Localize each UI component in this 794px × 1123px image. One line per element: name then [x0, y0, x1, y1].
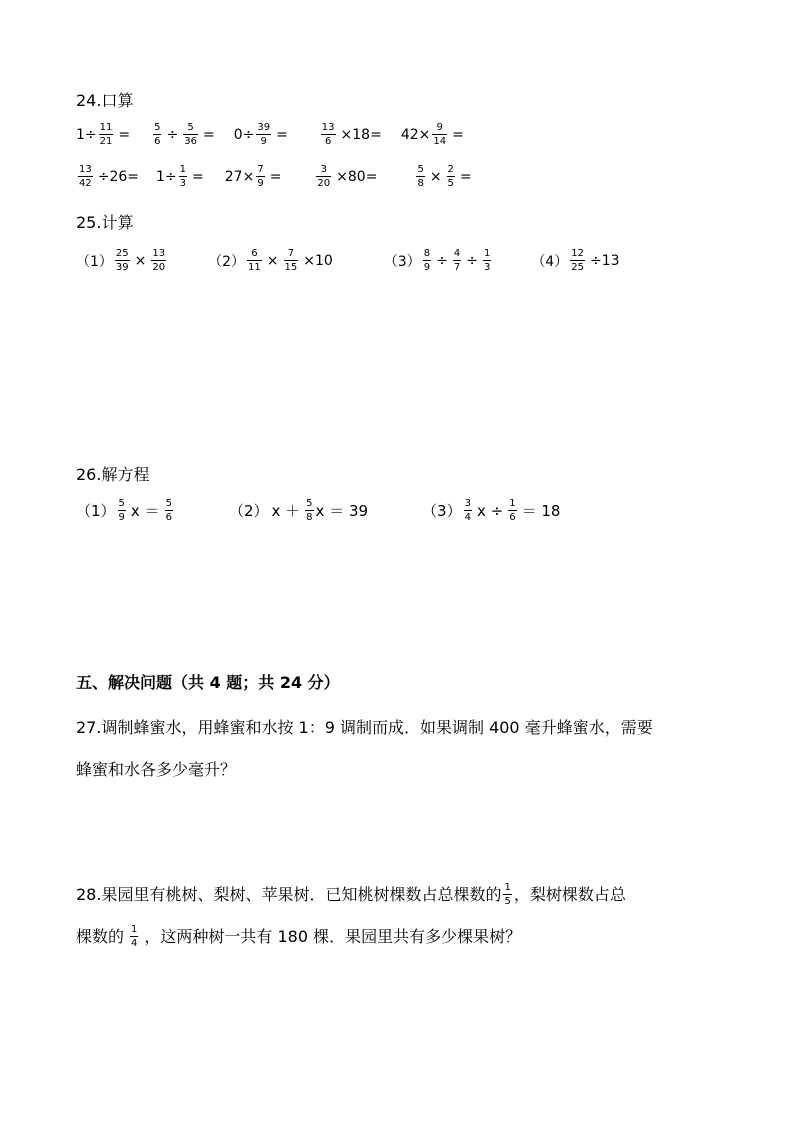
fraction: $\frac{25}{39}$ — [115, 248, 129, 273]
equals: = — [269, 168, 282, 185]
fraction: $\frac{2}{5}$ — [447, 164, 454, 189]
q24-r2-item4 — [314, 164, 380, 189]
fraction: $\frac{6}{11}$ — [248, 248, 261, 273]
fraction: $\frac{3}{4}$ — [464, 498, 471, 523]
item-label: （1） — [76, 253, 113, 270]
item-label: （4） — [531, 253, 569, 270]
equation-text: x ＝ — [130, 502, 160, 520]
operator: × — [266, 252, 279, 269]
equals: = — [459, 168, 472, 185]
q24-r2-item1 — [76, 164, 142, 189]
q28-line2 — [76, 924, 521, 949]
q25-item3 — [384, 248, 494, 273]
item-label: （2） — [208, 253, 246, 270]
suffix: ×18= — [340, 126, 382, 143]
equals: = — [118, 126, 131, 143]
q26-item3 — [422, 498, 563, 523]
suffix: ×10 — [303, 252, 333, 269]
fraction: $\frac{1}{5}$ — [504, 882, 511, 907]
item-label: （1） — [76, 502, 116, 520]
q24-r2-item3 — [225, 164, 285, 189]
q24-row1 — [76, 122, 467, 147]
q26-title: 26.解方程 — [76, 465, 150, 484]
q28-line1 — [76, 882, 626, 907]
equals: = — [192, 168, 204, 185]
fraction: $\frac{5}{36}$ — [184, 122, 197, 147]
fraction: $\frac{11}{21}$ — [99, 122, 113, 147]
q24-r1-item5 — [401, 122, 467, 147]
q25-item2 — [208, 248, 336, 273]
fraction: $\frac{5}{9}$ — [118, 498, 125, 523]
fraction: $\frac{1}{3}$ — [179, 164, 187, 189]
equation-text: ＝ 18 — [521, 502, 561, 520]
fraction: $\frac{4}{7}$ — [453, 248, 461, 273]
q25-row — [76, 248, 623, 273]
fraction: $\frac{13}{20}$ — [152, 248, 166, 273]
fraction: $\frac{8}{9}$ — [423, 248, 431, 273]
q24-r1-item2 — [151, 122, 218, 147]
operator: ÷ — [436, 252, 448, 269]
fraction: $\frac{9}{14}$ — [433, 122, 447, 147]
equation-text: x ＋ — [271, 502, 301, 520]
suffix: ×80= — [336, 168, 378, 185]
equals: = — [276, 126, 288, 143]
q25-item4 — [531, 248, 622, 273]
fraction: $\frac{5}{6}$ — [154, 122, 161, 147]
operator: ÷ — [466, 252, 478, 269]
q27-line2: 蜂蜜和水各多少毫升？ — [76, 760, 237, 779]
fraction: $\frac{13}{6}$ — [321, 122, 335, 147]
q24-title: 24.口算 — [76, 91, 134, 110]
fraction: $\frac{5}{8}$ — [417, 164, 424, 189]
prefix: 1÷ — [156, 168, 177, 185]
operator: × — [429, 168, 442, 185]
q28-text: ，这两种树一共有 180 棵．果园里共有多少棵果树？ — [144, 926, 522, 946]
q24-r2-item5 — [414, 164, 474, 189]
fraction: $\frac{5}{8}$ — [306, 498, 313, 523]
q26-row — [76, 498, 563, 523]
q24-r2-item2 — [156, 164, 207, 189]
suffix: ÷13 — [589, 252, 620, 269]
operator: ÷ — [166, 126, 179, 143]
q27-line1: 27.调制蜂蜜水，用蜂蜜和水按 1：9 调制而成．如果调制 400 毫升蜂蜜水，需要 — [76, 718, 653, 737]
fraction: $\frac{39}{9}$ — [257, 122, 271, 147]
q26-item2 — [229, 498, 368, 523]
equation-text: x ÷ — [476, 501, 504, 520]
q24-r1-item3 — [234, 122, 291, 147]
equals: = — [452, 126, 464, 143]
fraction: $\frac{1}{3}$ — [483, 248, 491, 273]
operator: × — [134, 252, 147, 269]
item-label: （3） — [383, 253, 421, 270]
q26-item1 — [76, 498, 175, 523]
q28-text: 棵数的 — [76, 926, 125, 946]
prefix: 42× — [400, 126, 431, 143]
fraction: $\frac{3}{20}$ — [317, 164, 331, 189]
fraction: $\frac{12}{25}$ — [571, 248, 584, 273]
q28-text: 28.果园里有桃树、梨树、苹果树．已知桃树棵数占总棵数的 — [76, 884, 502, 904]
prefix: 1÷ — [76, 126, 97, 143]
fraction: $\frac{1}{4}$ — [131, 924, 138, 949]
fraction: $\frac{13}{42}$ — [79, 164, 92, 189]
q24-r1-item4 — [319, 122, 385, 147]
fraction: $\frac{5}{6}$ — [165, 498, 172, 523]
item-label: （2） — [228, 502, 269, 520]
q24-row2 — [76, 164, 475, 189]
suffix: ÷26= — [97, 168, 140, 185]
fraction: $\frac{1}{6}$ — [509, 498, 516, 523]
q24-r1-item1 — [76, 122, 133, 147]
fraction: $\frac{7}{9}$ — [257, 164, 264, 189]
q28-text: ，梨树棵数占总 — [513, 884, 626, 904]
prefix: 27× — [224, 168, 255, 185]
item-label: （3） — [422, 502, 462, 520]
section5-title: 五、解决问题（共 4 题；共 24 分） — [76, 673, 340, 692]
equation-text: x ＝ 39 — [315, 502, 369, 520]
equals: = — [202, 126, 215, 143]
fraction: $\frac{7}{15}$ — [284, 248, 298, 273]
q25-title: 25.计算 — [76, 213, 134, 232]
prefix: 0÷ — [233, 126, 255, 143]
q25-item1 — [76, 248, 168, 273]
